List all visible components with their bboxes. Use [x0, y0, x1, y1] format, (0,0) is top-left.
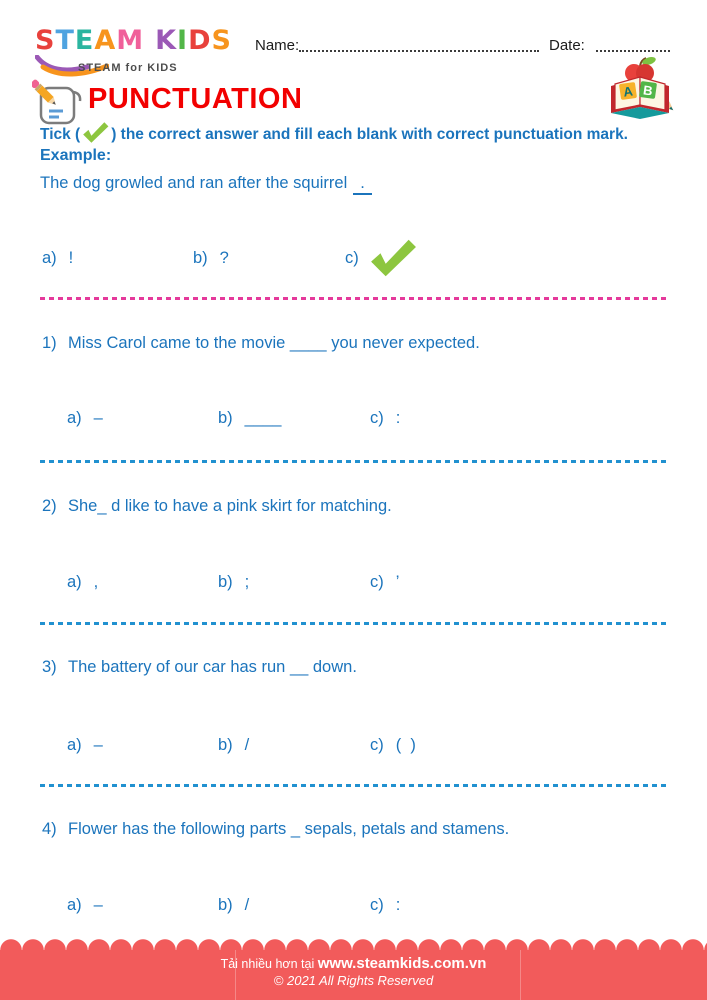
- question-4: [42, 820, 682, 839]
- separator-blue: [40, 622, 667, 625]
- option-key: c): [370, 409, 384, 427]
- instruction-text-before: Tick (: [40, 126, 81, 143]
- option-key: b): [218, 409, 233, 427]
- option-c: [370, 409, 400, 428]
- question-number: 2): [42, 497, 57, 515]
- question-1-options: [0, 409, 707, 447]
- logo-wordmark: [35, 26, 245, 56]
- logo-letter: E: [74, 25, 95, 56]
- option-c: [370, 896, 400, 915]
- question-4-options: [0, 896, 707, 934]
- option-c: [370, 573, 399, 592]
- option-value: :: [395, 409, 401, 427]
- footer-more-text: Tải nhiều hơn tại: [220, 957, 315, 971]
- option-b: [218, 736, 249, 755]
- footer-url[interactable]: www.steamkids.com.vn: [317, 955, 487, 972]
- option-value: –: [93, 409, 103, 427]
- option-value: ;: [244, 573, 250, 591]
- option-b: [218, 409, 281, 428]
- option-b: [218, 573, 249, 592]
- logo-letter: K: [155, 25, 178, 56]
- logo-letter: S: [211, 25, 232, 56]
- option-value: :: [395, 896, 401, 914]
- option-value: ,: [93, 573, 99, 591]
- logo-letter: M: [116, 25, 145, 56]
- question-3: [42, 658, 682, 677]
- example-sentence: [40, 174, 372, 193]
- separator-blue: [40, 784, 667, 787]
- logo-letter: S: [35, 25, 56, 56]
- option-a: [67, 736, 103, 755]
- option-a: [67, 896, 103, 915]
- example-options: [0, 249, 707, 287]
- footer-seam: [235, 950, 236, 1000]
- question-text: The battery of our car has run __ down.: [68, 658, 357, 676]
- footer-copyright: © 2021 All Rights Reserved: [273, 973, 434, 988]
- option-key: b): [218, 896, 233, 914]
- option-value: /: [244, 736, 250, 754]
- logo-letter: T: [55, 25, 75, 56]
- option-value: !: [68, 249, 74, 267]
- footer-seam: [520, 950, 521, 1000]
- option-key: b): [218, 573, 233, 591]
- name-label: Name:: [255, 37, 300, 54]
- footer-scallop-border: [0, 939, 707, 950]
- option-key: a): [67, 736, 82, 754]
- option-value: ’: [395, 573, 400, 591]
- option-b: [218, 896, 249, 915]
- question-text: Miss Carol came to the movie ____ you never expected.: [68, 334, 480, 352]
- option-value: –: [93, 896, 103, 914]
- option-key: a): [67, 896, 82, 914]
- steamkids-logo: [35, 26, 245, 80]
- question-2-options: [0, 573, 707, 611]
- example-option-b: [193, 249, 229, 268]
- option-value: ?: [219, 249, 229, 267]
- example-answer: .: [353, 174, 372, 195]
- question-number: 3): [42, 658, 57, 676]
- separator-pink: [40, 297, 667, 300]
- option-key: c): [345, 249, 359, 267]
- checkmark-icon: [82, 121, 109, 144]
- option-value: ____: [244, 409, 282, 427]
- option-key: a): [67, 573, 82, 591]
- option-key: b): [193, 249, 208, 267]
- example-sentence-text: The dog growled and ran after the squirrel: [40, 174, 348, 192]
- logo-letter: D: [188, 25, 212, 56]
- svg-text:B: B: [642, 82, 654, 99]
- option-key: c): [370, 736, 384, 754]
- footer-line1: [0, 955, 707, 972]
- question-2: [42, 497, 682, 516]
- question-3-options: [0, 736, 707, 774]
- option-key: c): [370, 573, 384, 591]
- logo-letter: I: [177, 25, 189, 56]
- option-key: a): [42, 249, 57, 267]
- option-key: c): [370, 896, 384, 914]
- correct-answer-checkmark-icon: [369, 238, 417, 278]
- logo-tagline: STEAM for KIDS: [78, 62, 178, 74]
- question-text: She_ d like to have a pink skirt for matching.: [68, 497, 392, 515]
- option-value: –: [93, 736, 103, 754]
- question-1: [42, 334, 682, 353]
- name-blank-line: [299, 38, 539, 52]
- book-ab-icon: [603, 56, 679, 122]
- option-key: b): [218, 736, 233, 754]
- svg-text:A: A: [622, 83, 634, 100]
- option-c: [370, 736, 416, 755]
- example-option-a: [42, 249, 73, 268]
- option-key: a): [67, 409, 82, 427]
- example-label: Example:: [40, 147, 112, 164]
- option-a: [67, 409, 103, 428]
- question-number: 1): [42, 334, 57, 352]
- date-blank-line: [596, 38, 670, 52]
- option-value: .: [370, 249, 376, 267]
- question-number: 4): [42, 820, 57, 838]
- question-text: Flower has the following parts _ sepals, petals and stamens.: [68, 820, 510, 838]
- page-title: PUNCTUATION: [88, 83, 303, 115]
- option-a: [67, 573, 98, 592]
- date-label: Date:: [549, 37, 585, 54]
- separator-blue: [40, 460, 667, 463]
- logo-letter: A: [94, 25, 117, 56]
- instruction-text-after: ) the correct answer and fill each blank with correct punctuation mark.: [111, 126, 628, 143]
- option-value: ( ): [395, 736, 416, 754]
- instructions: [40, 121, 698, 147]
- page-footer: [0, 950, 707, 1000]
- option-value: /: [244, 896, 250, 914]
